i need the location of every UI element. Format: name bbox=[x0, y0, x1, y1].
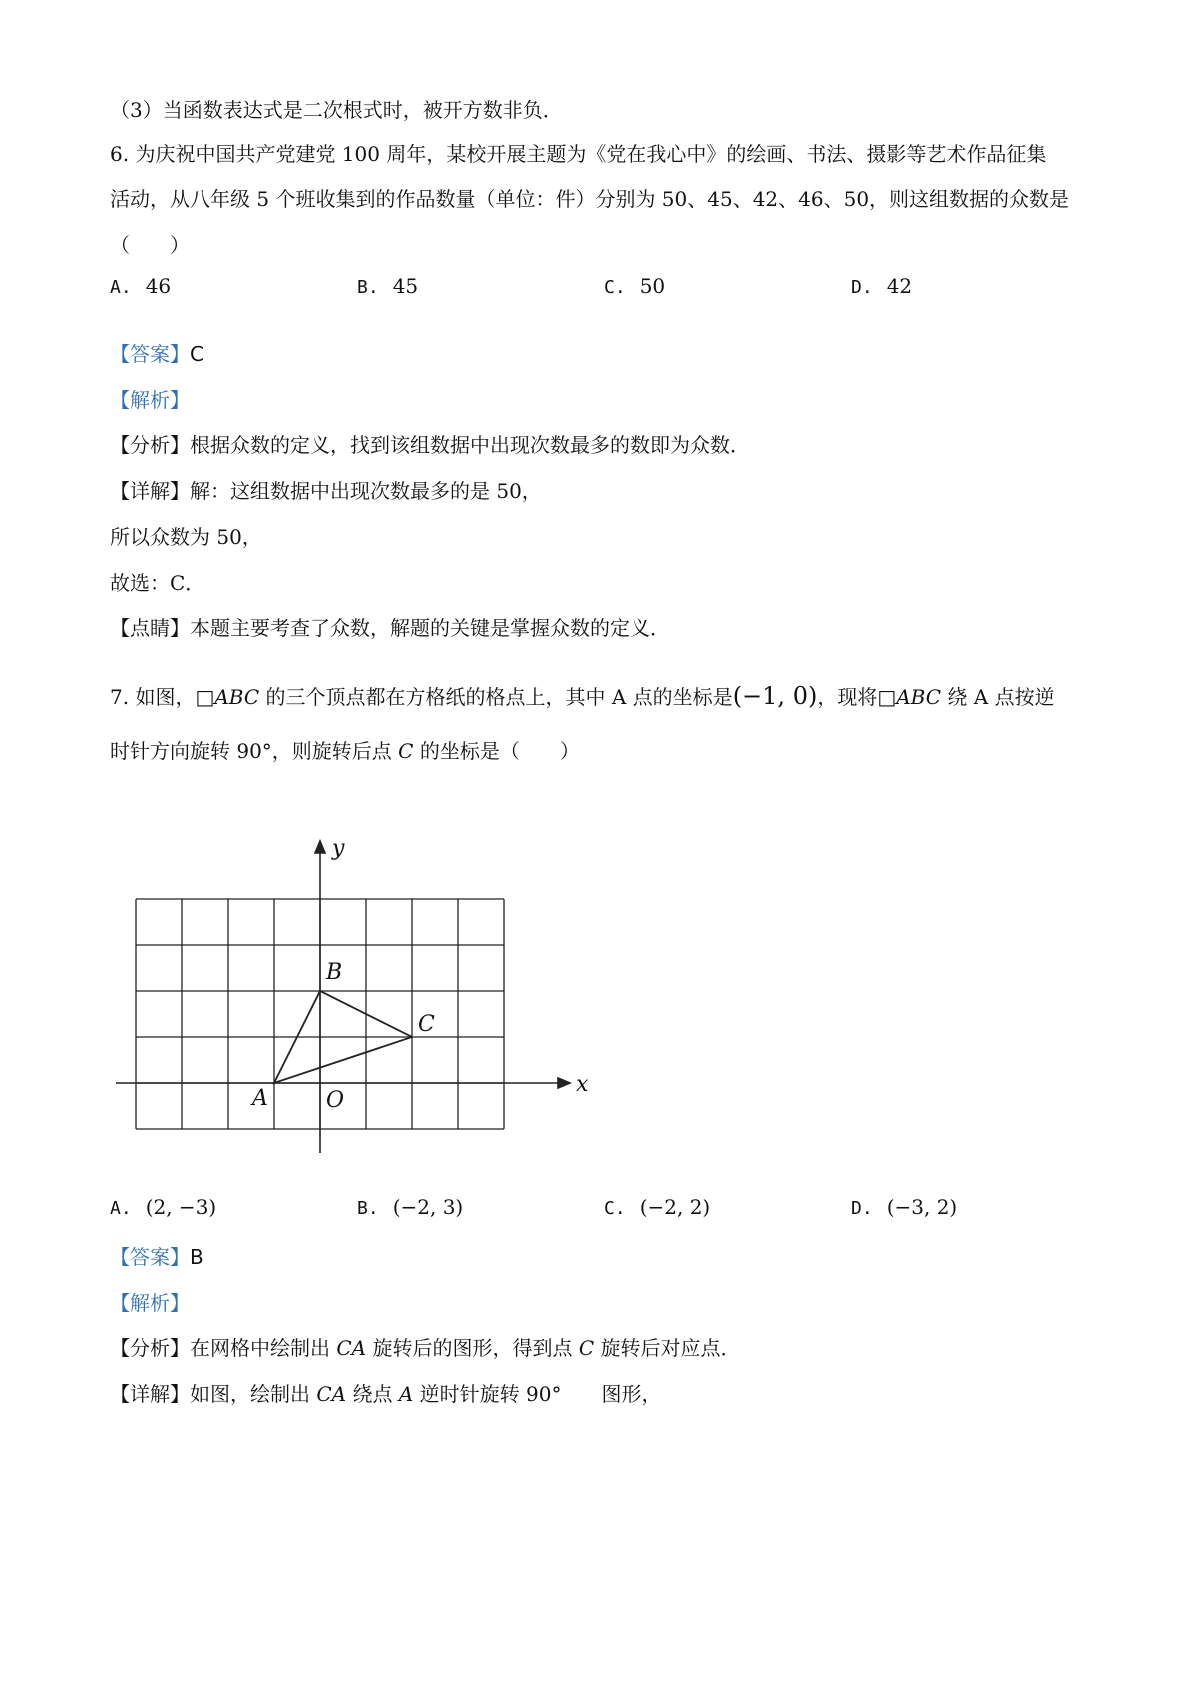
x-axis-arrow bbox=[558, 1078, 570, 1088]
q7-option-b: B. (−2, 3) bbox=[357, 1195, 464, 1219]
q6-comment: 【点睛】本题主要考查了众数，解题的关键是掌握众数的定义． bbox=[110, 616, 670, 640]
q7-detail: 【详解】如图，绘制出 CA 绕点 A 逆时针旋转 90° 图形， bbox=[110, 1382, 662, 1406]
y-axis-arrow bbox=[315, 841, 325, 853]
origin-label: O bbox=[326, 1088, 345, 1113]
point-label-b: B bbox=[326, 960, 343, 985]
figure-labels bbox=[250, 836, 589, 1113]
q6-fenxi: 【分析】根据众数的定义，找到该组数据中出现次数最多的数即为众数． bbox=[110, 433, 750, 457]
q6-detail-2: 所以众数为 50， bbox=[110, 525, 262, 549]
q6-analysis-tag: 【解析】 bbox=[110, 388, 190, 412]
question-6-stem: 6. 为庆祝中国共产党建党 100 周年，某校开展主题为《党在我心中》的绘画、书法、摄影等艺术作品征集 bbox=[110, 142, 1047, 166]
q7-fenxi: 【分析】在网格中绘制出 CA 旋转后的图形，得到点 C 旋转后对应点． bbox=[110, 1336, 741, 1360]
q7-option-a: A. (2, −3) bbox=[110, 1195, 217, 1219]
coordinate-grid-figure bbox=[110, 828, 610, 1158]
answer-tag: 【答案】 bbox=[110, 1245, 190, 1269]
q7-answer: 【答案】B bbox=[110, 1245, 204, 1269]
q7-analysis-tag: 【解析】 bbox=[110, 1291, 190, 1315]
q6-option-b: B. 45 bbox=[357, 274, 419, 298]
question-6-stem-2: 活动，从八年级 5 个班收集到的作品数量（单位：件）分别为 50、45、42、46、50，则这组数据的众数是 bbox=[110, 187, 1070, 211]
point-label-a: A bbox=[252, 1086, 268, 1111]
q6-option-a: A. 46 bbox=[110, 274, 172, 298]
question-6-stem-3: （ ） bbox=[110, 233, 190, 257]
question-7-stem-2: 时针方向旋转 90°，则旋转后点 C 的坐标是（ ） bbox=[110, 739, 580, 763]
point-label-c: C bbox=[418, 1012, 435, 1037]
q7-option-d: D. (−3, 2) bbox=[851, 1195, 958, 1219]
y-axis-label: y bbox=[332, 836, 345, 861]
q6-answer: 【答案】C bbox=[110, 342, 204, 366]
q6-detail: 【详解】解：这组数据中出现次数最多的是 50， bbox=[110, 479, 542, 503]
q6-option-d: D. 42 bbox=[851, 274, 913, 298]
text-line: （3）当函数表达式是二次根式时，被开方数非负． bbox=[110, 98, 563, 122]
answer-tag: 【答案】 bbox=[110, 342, 190, 366]
x-axis-label: x bbox=[576, 1072, 589, 1097]
q6-detail-3: 故选：C． bbox=[110, 571, 206, 595]
question-7-stem: 7. 如图，□ABC 的三个顶点都在方格纸的格点上，其中 A 点的坐标是(−1, 0)，现将□ABC 绕 A 点按逆 bbox=[110, 682, 1055, 710]
q6-option-c: C. 50 bbox=[604, 274, 666, 298]
q7-option-c: C. (−2, 2) bbox=[604, 1195, 711, 1219]
